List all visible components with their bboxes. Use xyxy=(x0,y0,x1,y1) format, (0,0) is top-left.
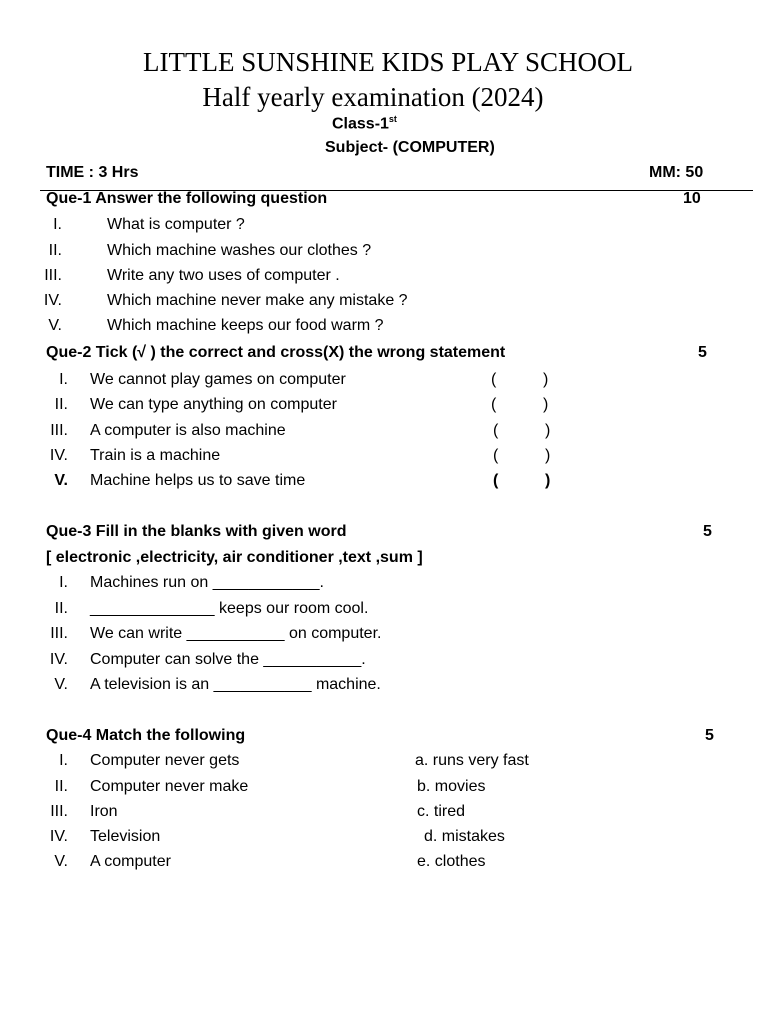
q1-item-text: Write any two uses of computer . xyxy=(107,267,340,284)
max-marks-label: MM: 50 xyxy=(649,164,704,181)
q1-item-num: II. xyxy=(48,242,62,259)
q2-item-num: IV. xyxy=(49,447,68,464)
q1-item-text: What is computer ? xyxy=(107,216,245,233)
q1-item-num: V. xyxy=(48,317,62,334)
q4-item-num: V. xyxy=(54,853,68,870)
q4-right-item: e. clothes xyxy=(417,853,486,870)
q2-item-num: I. xyxy=(59,371,68,388)
q3-word-bank: [ electronic ,electricity, air conditioner ,text ,sum ] xyxy=(46,549,423,566)
q2-item-text: We can type anything on computer xyxy=(90,396,337,413)
q3-item-text: ______________ keeps our room cool. xyxy=(90,600,369,617)
time-label: TIME : 3 Hrs xyxy=(46,164,139,181)
q2-close-paren: ) xyxy=(543,371,549,388)
q1-title: Que-1 Answer the following question xyxy=(46,190,328,207)
q4-item-num: III. xyxy=(50,803,68,820)
q4-right-item: c. tired xyxy=(417,803,466,820)
q2-item-text: Train is a machine xyxy=(90,447,221,464)
q3-item-num: II. xyxy=(54,600,68,617)
q2-item-num: III. xyxy=(50,422,68,439)
q2-marks: 5 xyxy=(698,344,707,361)
q3-title: Que-3 Fill in the blanks with given word xyxy=(46,523,347,540)
q1-item-num: III. xyxy=(44,267,62,284)
q2-close-paren: ) xyxy=(545,447,551,464)
q3-item-text: Machines run on ____________. xyxy=(90,574,324,591)
q2-close-paren: ) xyxy=(545,422,551,439)
q4-left-item: Iron xyxy=(90,803,118,820)
class-text: Class-1 xyxy=(332,115,389,133)
q2-title: Que-2 Tick (√ ) the correct and cross(X) the wrong statement xyxy=(46,344,506,361)
q4-right-item: d. mistakes xyxy=(424,828,505,845)
q1-item-text: Which machine washes our clothes ? xyxy=(107,242,372,259)
q2-item-text: Machine helps us to save time xyxy=(90,472,306,489)
q4-item-num: IV. xyxy=(49,828,68,845)
q2-item-num: II. xyxy=(54,396,68,413)
q4-right-item: a. runs very fast xyxy=(415,752,529,769)
subject-label: Subject- (COMPUTER) xyxy=(325,139,495,156)
q2-close-paren: ) xyxy=(545,472,551,489)
q3-item-text: Computer can solve the ___________. xyxy=(90,651,366,668)
q4-title: Que-4 Match the following xyxy=(46,727,246,744)
q1-item-text: Which machine never make any mistake ? xyxy=(107,292,408,309)
q3-item-text: A television is an ___________ machine. xyxy=(90,676,381,693)
q2-open-paren: ( xyxy=(493,472,499,489)
q2-open-paren: ( xyxy=(493,447,499,464)
q4-item-num: I. xyxy=(59,752,68,769)
q2-item-text: We cannot play games on computer xyxy=(90,371,346,388)
q4-left-item: Computer never make xyxy=(90,778,249,795)
q1-item-num: IV. xyxy=(43,292,62,309)
q3-item-num: III. xyxy=(50,625,68,642)
q1-marks: 10 xyxy=(683,190,701,207)
q4-left-item: Computer never gets xyxy=(90,752,240,769)
q3-item-num: IV. xyxy=(49,651,68,668)
q2-item-text: A computer is also machine xyxy=(90,422,286,439)
q2-close-paren: ) xyxy=(543,396,549,413)
q3-marks: 5 xyxy=(703,523,712,540)
q3-item-num: V. xyxy=(54,676,68,693)
school-name: LITTLE SUNSHINE KIDS PLAY SCHOOL xyxy=(142,47,633,77)
exam-title: Half yearly examination (2024) xyxy=(202,82,544,112)
q2-open-paren: ( xyxy=(493,422,499,439)
q2-open-paren: ( xyxy=(491,396,497,413)
q1-item-text: Which machine keeps our food warm ? xyxy=(107,317,384,334)
q4-left-item: A computer xyxy=(90,853,171,870)
q4-right-item: b. movies xyxy=(417,778,486,795)
q1-item-num: I. xyxy=(53,216,62,233)
class-superscript: st xyxy=(388,114,397,124)
q4-marks: 5 xyxy=(705,727,714,744)
q4-item-num: II. xyxy=(54,778,68,795)
q3-item-num: I. xyxy=(59,574,68,591)
class-label xyxy=(332,114,397,133)
q2-item-num: V. xyxy=(54,472,68,489)
q4-left-item: Television xyxy=(90,828,161,845)
q2-open-paren: ( xyxy=(491,371,497,388)
q3-item-text: We can write ___________ on computer. xyxy=(90,625,382,642)
